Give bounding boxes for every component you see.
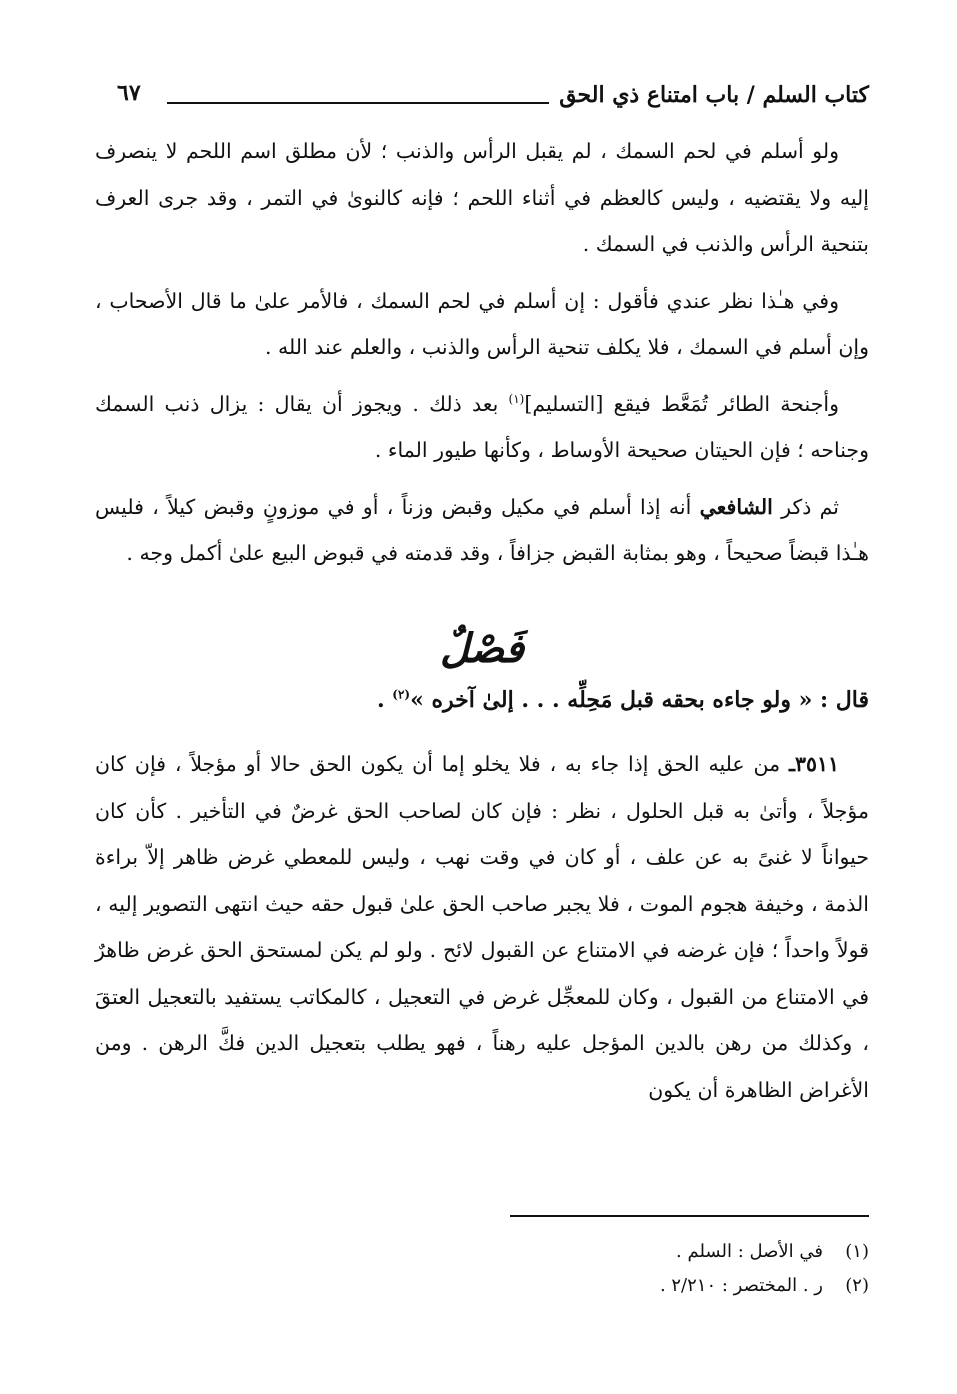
paragraph-3-start: وأجنحة الطائر تُمَعَّط فيقع [التسليم] [524,391,839,416]
footnote-ref-1: (١) [508,391,525,406]
footnote-1-text: في الأصل : السلم . [676,1241,823,1262]
qala-end: . [376,686,393,713]
footnote-1 [95,1235,869,1269]
issue-number: ٣٥١١ـ [788,752,839,776]
footnote-rule [510,1215,869,1217]
section-ornament [95,621,869,677]
footnote-2-text: ر . المختصر : ٢/٢١٠ . [659,1275,823,1296]
shafii-name: الشافعي [699,494,773,519]
qala-quote [95,677,869,724]
page-number: ٦٧ [117,80,141,106]
paragraph-3 [95,381,869,474]
running-header [95,78,869,118]
paragraph-4-start: ثم ذكر [772,494,839,519]
paragraph-5 [95,741,869,1113]
footnote-ref-2: (٢) [392,687,411,702]
fasl-heading: فَصْلٌ [439,624,525,672]
header-rule [167,102,549,104]
footnotes [95,1235,869,1303]
footnote-2-number: (٢) [845,1275,869,1296]
paragraph-5-text: من عليه الحق إذا جاء به ، فلا يخلو إما أن يكون الحق حالا أو مؤجلاً ، فإن كان مؤجلاً ، وأتىٰ به قبل الحلول ، نظر : فإن كان لصاحب الحق غرضٌ في التأخير . كأن كان حيواناً لا غنىً به عن علف ، أو كان في وقت نهب ، وليس للمعطي غرض ظاهر إلاّ براءة الذمة ، وخيفة هجوم الموت ، فلا يجبر صاحب الحق علىٰ قبول حقه حيث انتهى التصوير إليه ، قولاً واحداً ؛ فإن غرضه في الامتناع عن القبول لائح . ولو لم يكن لمستحق الحق غرض ظاهرٌ في الامتناع من القبول ، وكان للمعجِّل غرض في التعجيل ، كالمكاتب يستفيد بالتعجيل العتقَ ، وكذلك من رهن بالدين المؤجل عليه رهناً ، فهو يطلب بتعجيل الدين فكَّ الرهن . ومن الأغراض الظاهرة أن يكون [95,752,869,1102]
main-text [95,128,869,1113]
footnote-2 [95,1269,869,1303]
footnote-1-number: (١) [845,1241,869,1262]
paragraph-1: ولو أسلم في لحم السمك ، لم يقبل الرأس والذنب ؛ لأن مطلق اسم اللحم لا ينصرف إليه ولا يقتضيه ، وليس كالعظم في أثناء اللحم ؛ فإنه كالنوىٰ في التمر ، وقد جرى العرف بتنحية الرأس والذنب في السمك . [95,139,869,256]
paragraph-3-end: بعد ذلك . ويجوز أن يقال : يزال ذنب السمك وجناحه ؛ فإن الحيتان صحيحة الأوساط ، وكأنها طيور الماء . [95,391,869,462]
header-title: كتاب السلم / باب امتناع ذي الحق [559,82,869,108]
paragraph-4 [95,484,869,577]
paragraph-4-end: أنه إذا أسلم في مكيل وقبض وزناً ، أو في موزونٍ وقبض كيلاً ، فليس هـٰذا قبضاً صحيحاً ، وهو بمثابة القبض جزافاً ، وقد قدمته في قبوض البيع علىٰ أكمل وجه . [95,494,869,565]
paragraph-2: وفي هـٰذا نظر عندي فأقول : إن أسلم في لحم السمك ، فالأمر علىٰ ما قال الأصحاب ، وإن أسلم في السمك ، فلا يكلف تنحية الرأس والذنب ، والعلم عند الله . [95,288,869,359]
qala-text: قال : « ولو جاءه بحقه قبل مَحِلِّه . . . إلىٰ آخره » [410,686,869,713]
